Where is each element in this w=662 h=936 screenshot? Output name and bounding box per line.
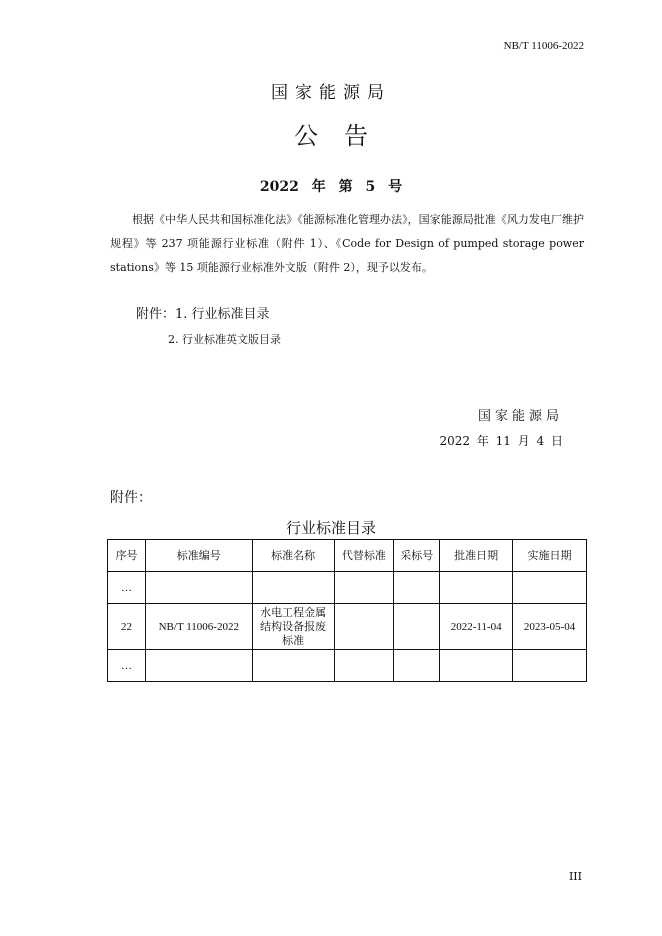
table-cell: 水电工程金属结构设备报废标准 (252, 604, 334, 650)
table-row (108, 604, 587, 650)
attachment-item-2: 2. 行业标准英文版目录 (168, 333, 281, 346)
table-cell (394, 650, 440, 682)
notice-body-paragraph: 根据《中华人民共和国标准化法》《能源标准化管理办法》，国家能源局批准《风力发电厂维护规程》等 237 项能源行业标准（附件 1）、《Code for Design of pumped storage power stations》等 15 项能源行业标准外文版（附件 2），现予以发布。 (110, 213, 584, 274)
column-header-standard-name: 标准名称 (252, 540, 334, 572)
column-header-implementation-date: 实施日期 (513, 540, 587, 572)
column-header-standard-code: 标准编号 (145, 540, 252, 572)
table-cell (145, 650, 252, 682)
column-header-approval-date: 批准日期 (440, 540, 513, 572)
table-cell (394, 604, 440, 650)
table-cell (440, 572, 513, 604)
page-number: III (568, 870, 582, 883)
attachment-item-1: 附件：1. 行业标准目录 (136, 307, 270, 322)
notice-heading: 公告 (294, 122, 394, 150)
table-cell (440, 650, 513, 682)
appendix-label: 附件： (110, 490, 152, 506)
table-cell: 22 (108, 604, 146, 650)
table-cell (513, 572, 587, 604)
table-cell: … (108, 650, 146, 682)
table-title: 行业标准目录 (285, 519, 376, 537)
table-cell (334, 604, 394, 650)
table-row (108, 650, 587, 682)
table-cell: NB/T 11006-2022 (145, 604, 252, 650)
table-cell: 2023-05-04 (513, 604, 587, 650)
table-row (108, 572, 587, 604)
table-header-row (108, 540, 587, 572)
column-header-adopted-standard: 采标号 (394, 540, 440, 572)
table-cell (334, 650, 394, 682)
table-cell (252, 650, 334, 682)
issuing-agency-heading: 国家能源局 (271, 83, 391, 103)
column-header-replaced-standard: 代替标准 (334, 540, 394, 572)
table-cell: … (108, 572, 146, 604)
standards-table (107, 539, 587, 682)
table-cell (394, 572, 440, 604)
table-cell (334, 572, 394, 604)
column-header-serial: 序号 (108, 540, 146, 572)
signature-date: 2022 年 11 月 4 日 (439, 434, 563, 448)
table-cell (145, 572, 252, 604)
notice-number: 2022 年 第 5 号 (259, 179, 403, 195)
table-cell (252, 572, 334, 604)
table-cell: 2022-11-04 (440, 604, 513, 650)
document-code: NB/T 11006-2022 (503, 40, 584, 52)
signature-agency: 国家能源局 (477, 409, 563, 424)
table-cell (513, 650, 587, 682)
